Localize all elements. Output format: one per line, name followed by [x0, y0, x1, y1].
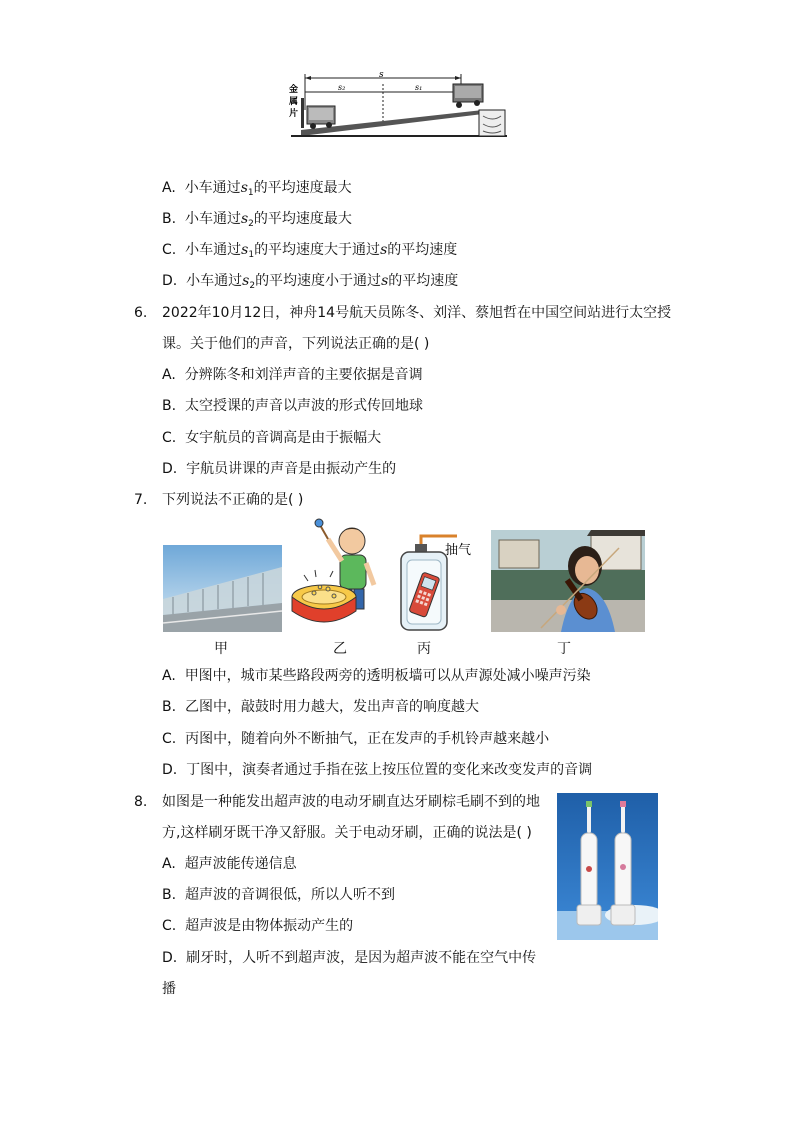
caption-ding: 丁 [557, 641, 571, 657]
option-text: 超声波能传递信息 [184, 856, 297, 872]
caption-bing: 丙 [417, 641, 431, 657]
option-text-end: 的平均速度最大 [253, 211, 352, 227]
option-text: 小车通过 [184, 180, 241, 196]
subscript: 1 [248, 250, 255, 260]
option-text: 超声波是由物体振动产生的 [185, 918, 354, 934]
metal-plate-label-2: 属 [289, 97, 299, 107]
q5-option-b[interactable] [162, 209, 352, 234]
option-letter: D. [162, 273, 178, 289]
option-text-mid: 的平均速度小于通过 [255, 273, 382, 289]
var-s: s [242, 273, 250, 289]
figure-yi-drum [290, 517, 382, 632]
option-text: 太空授课的声音以声波的形式传回地球 [184, 398, 423, 414]
option-text: 小车通过 [185, 242, 242, 258]
q8-stem-line2: 方,这样刷牙既干净又舒服。关于电动牙刷，正确的说法是( ) [162, 825, 532, 841]
q7-option-c[interactable] [162, 729, 549, 749]
q6-option-b[interactable] [162, 396, 423, 416]
s2-label: s₂ [338, 83, 346, 92]
option-text-end: 的平均速度 [388, 273, 459, 289]
figure-electric-toothbrush [557, 793, 658, 940]
option-letter: B. [162, 398, 177, 414]
q7-option-a[interactable] [162, 666, 591, 686]
q7-stem: 下列说法不正确的是( ) [162, 492, 304, 508]
caption-yi: 乙 [333, 641, 347, 657]
q7-number: 7. [134, 492, 148, 508]
option-text-end: 的平均速度 [387, 242, 458, 258]
option-text: 小车通过 [184, 211, 241, 227]
option-letter: D. [162, 762, 178, 778]
var-s: s [240, 180, 248, 196]
q6-option-c[interactable] [162, 428, 381, 448]
figure-ding-violin [491, 530, 645, 632]
pump-label: 抽气 [445, 543, 471, 558]
var-s: s [240, 211, 249, 227]
q6-stem-line2: 课。关于他们的声音，下列说法正确的是( ) [162, 336, 430, 352]
option-letter: A. [162, 180, 176, 196]
var-s: s [241, 242, 249, 258]
q5-option-c[interactable] [162, 240, 457, 265]
subscript: 2 [249, 281, 256, 291]
option-text: 小车通过 [186, 273, 243, 289]
ramp-figure [283, 70, 511, 142]
s-label: s [379, 70, 384, 80]
option-text: 超声波的音调很低，所以人听不到 [184, 887, 395, 903]
subscript: 1 [247, 188, 254, 198]
q8-option-d-wrap: 播 [162, 981, 176, 997]
q8-option-c[interactable] [162, 916, 353, 936]
option-text: 宇航员讲课的声音是由振动产生的 [186, 461, 397, 477]
option-letter: B. [162, 887, 177, 903]
var-s: s [381, 273, 389, 289]
option-text-mid: 的平均速度大于通过 [254, 242, 381, 258]
q7-option-d[interactable] [162, 760, 592, 780]
option-text: 刷牙时，人听不到超声波，是因为超声波不能在空气中传 [186, 950, 537, 966]
option-letter: A. [162, 367, 176, 383]
option-letter: C. [162, 430, 177, 446]
q8-option-d[interactable] [162, 948, 536, 968]
option-letter: C. [162, 918, 177, 934]
q6-option-d[interactable] [162, 459, 396, 479]
q6-number: 6. [134, 305, 148, 321]
q8-option-b[interactable] [162, 885, 395, 905]
s1-label: s₁ [415, 83, 423, 92]
option-letter: D. [162, 461, 178, 477]
q8-option-a[interactable] [162, 854, 297, 874]
q8-number: 8. [134, 794, 148, 810]
option-text: 丙图中，随着向外不断抽气，正在发声的手机铃声越来越小 [185, 731, 550, 747]
option-text: 女宇航员的音调高是由于振幅大 [185, 430, 382, 446]
figure-jia-highway-barrier [163, 545, 282, 632]
figure-bing-bell-jar [393, 530, 471, 634]
q5-option-d[interactable] [162, 271, 458, 296]
subscript: 2 [248, 219, 254, 229]
q6-stem-line1: 2022年10月12日，神舟14号航天员陈冬、刘洋、蔡旭哲在中国空间站进行太空授 [162, 305, 672, 321]
caption-jia: 甲 [214, 641, 228, 657]
option-text-end: 的平均速度最大 [253, 180, 352, 196]
option-letter: A. [162, 668, 176, 684]
option-text: 甲图中，城市某些路段两旁的透明板墙可以从声源处减小噪声污染 [184, 668, 591, 684]
q5-option-a[interactable] [162, 178, 352, 203]
option-letter: A. [162, 856, 176, 872]
q6-option-a[interactable] [162, 365, 423, 385]
q7-option-b[interactable] [162, 697, 479, 717]
metal-plate-label: 金 [289, 85, 299, 95]
metal-plate-label-3: 片 [289, 109, 299, 119]
option-letter: D. [162, 950, 178, 966]
option-letter: C. [162, 242, 177, 258]
option-text: 乙图中，敲鼓时用力越大，发出声音的响度越大 [184, 699, 479, 715]
option-letter: B. [162, 211, 177, 227]
option-letter: C. [162, 731, 177, 747]
option-text: 分辨陈冬和刘洋声音的主要依据是音调 [184, 367, 423, 383]
option-text: 丁图中，演奏者通过手指在弦上按压位置的变化来改变发声的音调 [186, 762, 593, 778]
q8-stem-line1: 如图是一种能发出超声波的电动牙刷直达牙刷棕毛刷不到的地 [162, 794, 540, 810]
option-letter: B. [162, 699, 177, 715]
var-s: s [380, 242, 388, 258]
